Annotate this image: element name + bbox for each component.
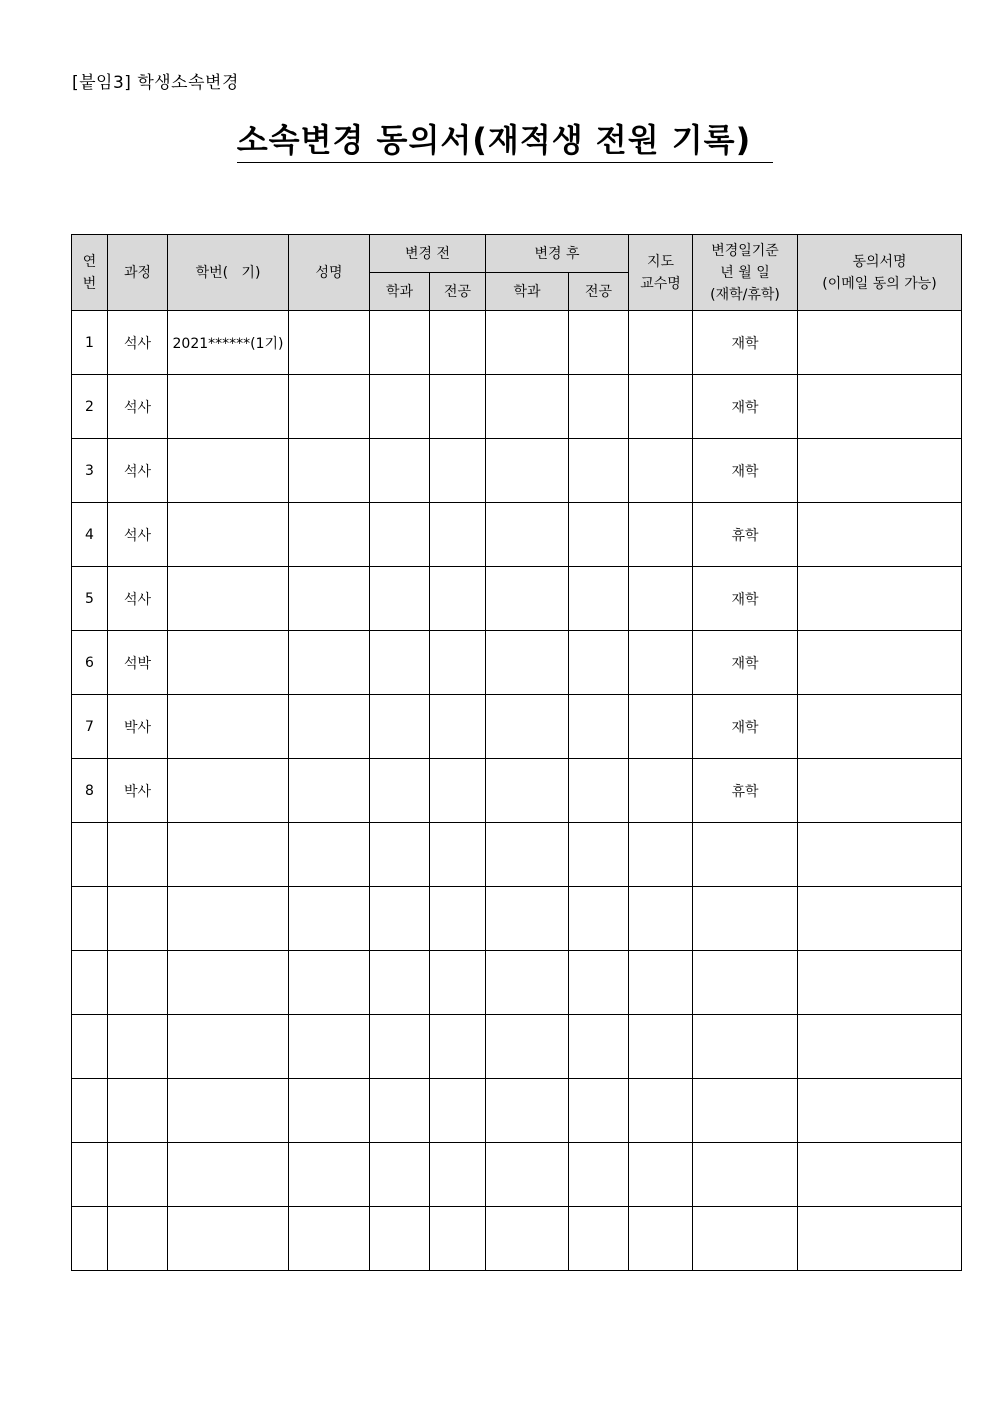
cell-before-major [430,567,486,631]
cell-no [72,1079,108,1143]
cell-course [108,951,168,1015]
cell-advisor [629,695,693,759]
header-after: 변경 후 [486,235,629,273]
table-row [72,823,962,887]
cell-after-major [569,311,629,375]
cell-before-major [430,375,486,439]
cell-signature [798,951,962,1015]
cell-signature [798,567,962,631]
header-before: 변경 전 [370,235,486,273]
cell-status [693,1015,798,1079]
cell-course: 박사 [108,759,168,823]
cell-after-major [569,951,629,1015]
cell-after-dept [486,823,569,887]
table-body [72,311,962,1271]
cell-signature [798,503,962,567]
cell-after-dept [486,311,569,375]
cell-course [108,1207,168,1271]
cell-status [693,1207,798,1271]
cell-advisor [629,759,693,823]
header-advisor-line2: 교수명 [640,275,681,292]
cell-student-id [168,439,289,503]
cell-signature [798,1079,962,1143]
cell-advisor [629,439,693,503]
cell-after-major [569,1079,629,1143]
cell-status [693,1143,798,1207]
cell-student-id [168,631,289,695]
cell-advisor [629,503,693,567]
cell-name [289,311,370,375]
cell-before-dept [370,887,430,951]
cell-status: 재학 [693,311,798,375]
cell-advisor [629,631,693,695]
cell-no: 1 [72,311,108,375]
cell-before-dept [370,311,430,375]
table-row [72,503,962,567]
cell-after-major [569,823,629,887]
cell-before-dept [370,567,430,631]
table-row [72,1207,962,1271]
header-no [72,235,108,311]
cell-after-major [569,503,629,567]
cell-no: 8 [72,759,108,823]
header-signature-line1: 동의서명 [852,253,907,270]
cell-before-dept [370,439,430,503]
cell-name [289,951,370,1015]
cell-before-dept [370,1143,430,1207]
cell-status [693,1079,798,1143]
consent-table [71,234,962,1271]
cell-after-dept [486,759,569,823]
cell-after-dept [486,1143,569,1207]
cell-before-major [430,823,486,887]
cell-signature [798,631,962,695]
cell-before-major [430,631,486,695]
cell-no [72,951,108,1015]
cell-course: 석박 [108,631,168,695]
table-row [72,695,962,759]
cell-after-major [569,1207,629,1271]
cell-after-dept [486,695,569,759]
table-row [72,1143,962,1207]
header-date [693,235,798,311]
table-row [72,1079,962,1143]
cell-signature [798,311,962,375]
table-row [72,375,962,439]
cell-advisor [629,1143,693,1207]
cell-advisor [629,823,693,887]
header-before-major: 전공 [430,273,486,311]
cell-status [693,951,798,1015]
header-signature-line2: (이메일 동의 가능) [822,275,937,292]
cell-name [289,375,370,439]
attachment-label: [붙임3] 학생소속변경 [72,73,239,93]
table-row [72,759,962,823]
cell-name [289,567,370,631]
cell-signature [798,695,962,759]
cell-after-dept [486,1015,569,1079]
cell-before-major [430,1143,486,1207]
cell-signature [798,439,962,503]
cell-status: 휴학 [693,503,798,567]
table-row [72,1015,962,1079]
cell-advisor [629,567,693,631]
cell-student-id [168,823,289,887]
cell-no [72,1143,108,1207]
table-row [72,887,962,951]
cell-student-id [168,759,289,823]
cell-course: 석사 [108,567,168,631]
header-row-1 [72,235,962,273]
cell-course [108,1079,168,1143]
cell-status: 재학 [693,439,798,503]
cell-advisor [629,1015,693,1079]
cell-before-major [430,759,486,823]
cell-name [289,1079,370,1143]
cell-after-dept [486,503,569,567]
header-after-dept: 학과 [486,273,569,311]
cell-signature [798,1143,962,1207]
cell-before-dept [370,631,430,695]
cell-before-major [430,439,486,503]
table-row [72,567,962,631]
cell-course: 석사 [108,311,168,375]
cell-signature [798,759,962,823]
cell-course [108,1143,168,1207]
cell-course [108,1015,168,1079]
cell-signature [798,1015,962,1079]
cell-student-id [168,375,289,439]
cell-course: 박사 [108,695,168,759]
cell-no [72,887,108,951]
header-signature [798,235,962,311]
cell-before-dept [370,503,430,567]
cell-course: 석사 [108,439,168,503]
header-advisor-line1: 지도 [646,253,675,270]
cell-course [108,887,168,951]
cell-after-major [569,439,629,503]
cell-before-dept [370,951,430,1015]
cell-before-major [430,695,486,759]
header-no-line2: 번 [82,275,97,292]
cell-no: 2 [72,375,108,439]
cell-before-major [430,503,486,567]
cell-student-id [168,503,289,567]
header-date-line3: (재학/휴학) [710,286,780,303]
table-row [72,311,962,375]
cell-student-id [168,951,289,1015]
table-row [72,631,962,695]
cell-name [289,887,370,951]
cell-before-dept [370,823,430,887]
cell-signature [798,1207,962,1271]
cell-student-id [168,1143,289,1207]
cell-after-major [569,887,629,951]
cell-status [693,887,798,951]
header-name: 성명 [289,235,370,311]
cell-after-major [569,375,629,439]
cell-no: 3 [72,439,108,503]
cell-after-dept [486,567,569,631]
cell-no: 6 [72,631,108,695]
header-before-dept: 학과 [370,273,430,311]
cell-before-major [430,1079,486,1143]
cell-after-dept [486,951,569,1015]
cell-after-dept [486,1207,569,1271]
cell-signature [798,887,962,951]
cell-student-id [168,567,289,631]
cell-after-dept [486,439,569,503]
cell-advisor [629,311,693,375]
cell-name [289,823,370,887]
cell-status: 재학 [693,695,798,759]
cell-after-major [569,1143,629,1207]
cell-name [289,1015,370,1079]
cell-signature [798,375,962,439]
cell-before-major [430,1015,486,1079]
cell-no: 5 [72,567,108,631]
cell-course: 석사 [108,375,168,439]
cell-course: 석사 [108,503,168,567]
cell-advisor [629,375,693,439]
cell-name [289,695,370,759]
cell-name [289,759,370,823]
cell-before-dept [370,1079,430,1143]
header-date-line1: 변경일기준 [711,242,779,259]
cell-after-major [569,567,629,631]
table-row [72,951,962,1015]
cell-no [72,1207,108,1271]
cell-advisor [629,1079,693,1143]
cell-name [289,1143,370,1207]
cell-advisor [629,1207,693,1271]
header-course: 과정 [108,235,168,311]
cell-after-dept [486,887,569,951]
cell-signature [798,823,962,887]
cell-after-dept [486,631,569,695]
cell-student-id [168,1015,289,1079]
cell-student-id: 2021******(1기) [168,311,289,375]
document-title-wrapper [0,118,992,163]
cell-status: 재학 [693,567,798,631]
cell-after-major [569,695,629,759]
cell-name [289,1207,370,1271]
cell-before-major [430,951,486,1015]
cell-student-id [168,1079,289,1143]
cell-advisor [629,887,693,951]
cell-after-major [569,759,629,823]
header-advisor [629,235,693,311]
cell-name [289,503,370,567]
cell-status: 휴학 [693,759,798,823]
cell-after-major [569,631,629,695]
cell-before-dept [370,695,430,759]
cell-student-id [168,695,289,759]
cell-before-dept [370,1015,430,1079]
cell-after-major [569,1015,629,1079]
cell-student-id [168,887,289,951]
cell-before-major [430,887,486,951]
document-title: 소속변경 동의서(재적생 전원 기록) [237,118,773,163]
cell-before-dept [370,375,430,439]
table-row [72,439,962,503]
cell-before-major [430,1207,486,1271]
header-after-major: 전공 [569,273,629,311]
cell-after-dept [486,375,569,439]
cell-status [693,823,798,887]
cell-student-id [168,1207,289,1271]
header-student-id: 학번( 기) [168,235,289,311]
cell-name [289,439,370,503]
cell-before-major [430,311,486,375]
header-date-line2: 년 월 일 [720,264,770,281]
cell-course [108,823,168,887]
cell-before-dept [370,759,430,823]
cell-no [72,1015,108,1079]
cell-advisor [629,951,693,1015]
cell-no: 4 [72,503,108,567]
header-no-line1: 연 [82,253,97,270]
cell-name [289,631,370,695]
cell-no [72,823,108,887]
cell-after-dept [486,1079,569,1143]
cell-before-dept [370,1207,430,1271]
cell-status: 재학 [693,375,798,439]
cell-status: 재학 [693,631,798,695]
cell-no: 7 [72,695,108,759]
